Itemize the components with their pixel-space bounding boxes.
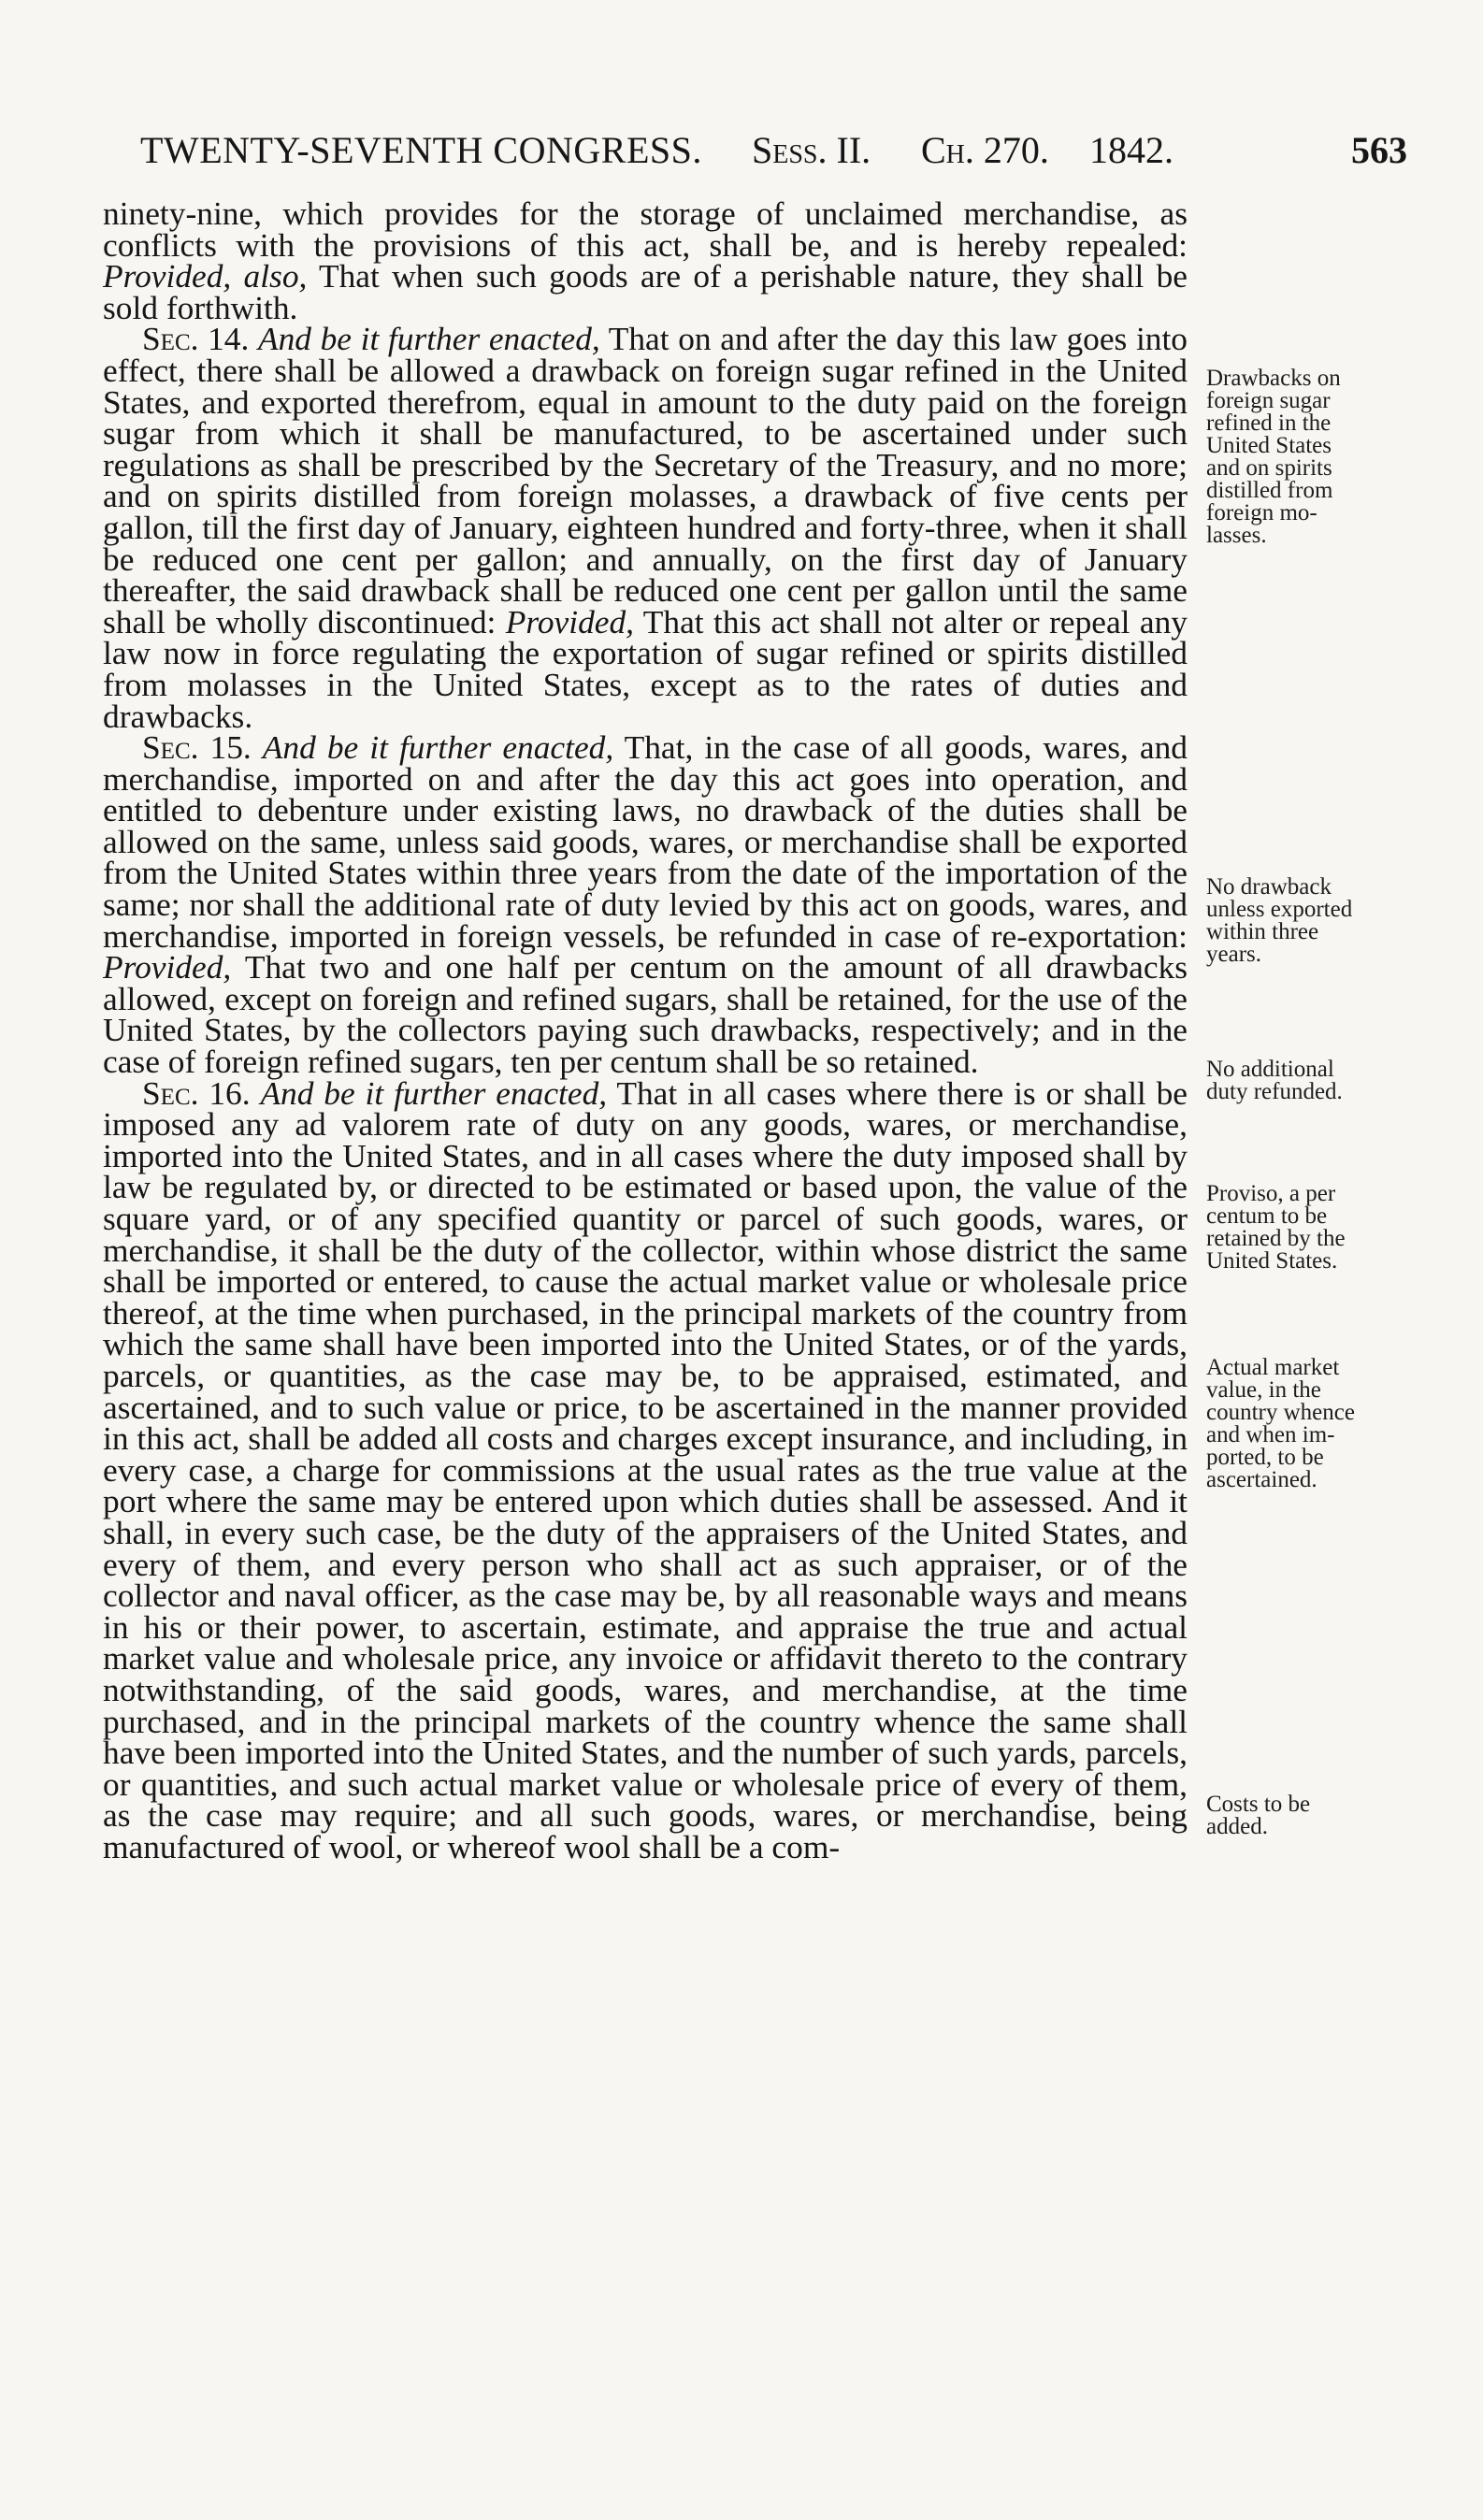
section-14-rest: That this act shall not alter or repeal any law now in force regulating the exportation of sugar refined or spirits distilled from molasses in the United States, except as to the rates of duties and drawbacks. [103,602,1188,735]
margin-note-line: duty refunded. [1206,1079,1343,1104]
margin-note-line: lasses. [1206,523,1267,548]
margin-note-market-value [1206,1357,1431,1491]
margin-note-line: Costs to be [1206,1792,1311,1817]
margin-note-line: No additional [1206,1057,1334,1082]
margin-note-line: and when im- [1206,1422,1335,1447]
margin-note-line: ascertained. [1206,1467,1317,1492]
continuation-proviso: Provided, also, [103,257,308,295]
section-15-enactment: And be it further enacted, [262,728,614,767]
margin-note-line: United States [1206,433,1332,458]
section-15 [103,728,1188,1081]
margin-note-line: unless exported [1206,897,1353,922]
margin-note-line: foreign mo- [1206,500,1317,526]
margin-note-line: ported, to be [1206,1445,1324,1470]
margin-note-line: refined in the [1206,410,1332,436]
section-15-label: Sec. 15. [142,728,252,767]
section-15-text: That, in the case of all goods, wares, and merchandise, imported on and after the day this act goes into operation, and entitled to debenture under existing laws, no drawback of the duties shall be allowed on the same, unless said goods, wares, or merchandise shall be exported from the United States within three years from the date of the importation of the same; nor shall the additional rate of duty levied by this act on goods, wares, and merchandise, imported in foreign vessels, be refunded in case of re-exportation: [103,728,1188,955]
section-14-text: That on and after the day this law goes into effect, there shall be allowed a drawback on foreign sugar refined in the United States, and exported therefrom, equal in amount to the duty paid on the foreign sugar from which it shall be manufactured, to be ascertained under such regulations as shall be prescribed by the Secretary of the Treasury, and no more; and on spirits distilled from foreign molasses, a drawback of five cents per gallon, till the first day of January, eighteen hundred and forty-three, when it shall be reduced one cent per gallon; and annually, on the first day of January thereafter, the said drawback shall be reduced one cent per gallon until the same shall be wholly discontinued: [103,320,1188,641]
header-session: Sess. II. [752,129,871,171]
section-14 [103,320,1188,735]
margin-note-line: United States. [1206,1248,1338,1274]
margin-note-line: No drawback [1206,874,1332,900]
continuation-text: ninety-nine, which provides for the storage of unclaimed merchandise, as conflicts with the provisions of this act, shall be, and is hereby repealed: [103,194,1188,264]
statute-text [103,194,1188,1865]
section-15-proviso: Provided, [103,948,232,986]
margin-note-costs [1206,1793,1431,1838]
continuation-paragraph [103,194,1188,326]
section-14-enactment: And be it further enacted, [257,320,600,358]
section-14-proviso: Provided, [505,602,635,641]
continuation-rest: That when such goods are of a perishable nature, they shall be sold forthwith. [103,257,1188,326]
margin-note-line: and on spirits [1206,455,1332,481]
margin-note-line: country whence [1206,1400,1355,1425]
margin-note-line: years. [1206,942,1261,967]
margin-note-proviso [1206,1183,1431,1273]
margin-note-drawbacks-sugar [1206,367,1431,547]
section-14-label: Sec. 14. [142,320,250,358]
margin-note-line: value, in the [1206,1377,1321,1403]
section-15-rest: That two and one half per centum on the amount of all drawbacks allowed, except on foreign and refined sugars, shall be retained, for the use of the United States, by the collectors paying such drawbacks, respectively; and in the case of foreign refined sugars, ten per centum shall be so retained. [103,948,1188,1081]
header-chapter: Ch. 270. [921,129,1049,171]
margin-note-line: within three [1206,919,1319,944]
section-16-enactment: And be it further enacted, [260,1073,608,1112]
margin-note-line: foreign sugar [1206,388,1331,413]
margin-note-line: Actual market [1206,1355,1340,1380]
section-16 [103,1073,1188,1865]
page-number: 563 [1351,129,1407,171]
margin-note-line: Drawbacks on [1206,366,1341,391]
margin-note-line: distilled from [1206,478,1333,503]
running-header [140,128,1407,180]
margin-note-line: retained by the [1206,1226,1346,1251]
section-16-label: Sec. 16. [142,1073,251,1112]
margin-note-line: added. [1206,1814,1268,1839]
header-year: 1842. [1089,129,1173,171]
margin-note-no-additional [1206,1058,1431,1103]
margin-note-no-drawback [1206,876,1431,966]
margin-note-line: centum to be [1206,1203,1328,1229]
header-congress: TWENTY-SEVENTH CONGRESS. [140,129,702,171]
margin-note-line: Proviso, a per [1206,1181,1336,1206]
section-16-text: That in all cases where there is or shall be imposed any ad valorem rate of duty on any goods, wares, or merchandise, imported into the United States, and in all cases where the duty imposed shall by law be regulated by, or directed to be estimated or based upon, the value of the square yard, or of any specified quantity or parcel of such goods, wares, or merchandise, it shall be the duty of the collector, within whose district the same shall be imported or entered, to cause the actual market value or wholesale price thereof, at the time when purchased, in the principal markets of the country from which the same shall have been imported into the United States, or of the yards, parcels, or quantities, as the case may be, to be appraised, estimated, and ascertained, and to such value or price, to be ascertained in the manner provided in this act, shall be added all costs and charges except insurance, and including, in every case, a charge for commissions at the usual rates as the true value at the port where the same may be entered upon which duties shall be assessed. And it shall, in every such case, be the duty of the appraisers of the United States, and every of them, and every person who shall act as such appraiser, or of the collector and naval officer, as the case may be, by all reasonable ways and means in his or their power, to ascertain, estimate, and appraise the true and actual market value and wholesale price, any invoice or affidavit thereto to the contrary notwithstanding, of the said goods, wares, and merchandise, at the time purchased, and in the principal markets of the country whence the same shall have been imported into the United States, and the number of such yards, parcels, or quantities, and such actual market value or wholesale price of every of them, as the case may require; and all such goods, wares, or merchandise, being manufactured of wool, or whereof wool shall be a com- [103,1073,1188,1865]
